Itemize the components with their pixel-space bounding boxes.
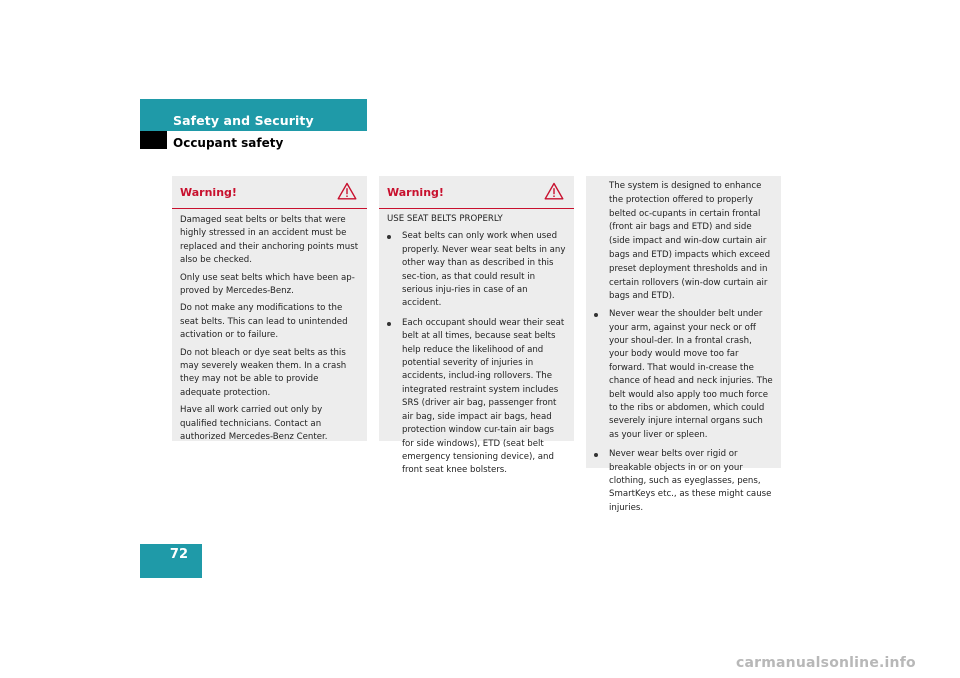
list-item — [379, 230, 566, 310]
bullet-text: Never wear the shoulder belt under your arm, against your neck or off your shoul-der. In a frontal crash, your body would move too far forward. That would in-crease the chance of head and neck injuries. The belt would also apply too much force to the ribs or abdomen, which could severely injure internal organs such as your liver or spleen. — [609, 309, 773, 440]
page-number: 72 — [169, 547, 188, 562]
warning-label: Warning! — [387, 186, 444, 199]
warning-paragraph: Have all work carried out only by qualified technicians. Contact an authorized Mercedes-Benz Center. — [180, 405, 328, 443]
list-item — [586, 308, 773, 442]
warning-panel-use-belts-properly — [379, 176, 574, 476]
watermark: carmanualsonline.info — [736, 655, 916, 671]
list-item — [586, 448, 773, 515]
warning-triangle-icon — [337, 182, 357, 200]
page-number-box — [140, 544, 202, 578]
warning-paragraph: Damaged seat belts or belts that were highly stressed in an accident must be replaced and their anchoring points must also be checked. — [180, 215, 359, 266]
bullet-icon — [594, 453, 598, 457]
continuation-panel — [586, 176, 781, 513]
warning-panel-damaged-belts — [172, 176, 367, 441]
bullet-icon — [387, 322, 391, 326]
section-title: Safety and Security — [173, 113, 314, 128]
continuation-bullet-list — [586, 308, 773, 515]
bullet-text: Seat belts can only work when used properly. Never wear seat belts in any other way than as described in this sec-tion, as that could result in serious inju-ries in case of an accident. — [402, 231, 566, 309]
subsection-title: Occupant safety — [173, 136, 284, 150]
warning-paragraph: Do not make any modifications to the seat belts. This can lead to unintended activation or to failure. — [180, 303, 348, 341]
warning-paragraph: Only use seat belts which have been ap-proved by Mercedes-Benz. — [180, 272, 355, 297]
warning-label: Warning! — [180, 186, 237, 199]
warning-bullet-list — [379, 230, 566, 477]
warning-heading: USE SEAT BELTS PROPERLY — [387, 214, 503, 224]
bullet-icon — [594, 313, 598, 317]
warning-header — [379, 176, 574, 209]
subsection-marker — [140, 131, 167, 149]
bullet-icon — [387, 235, 391, 239]
warning-triangle-icon — [544, 182, 564, 200]
list-item — [379, 317, 566, 478]
warning-header — [172, 176, 367, 209]
bullet-text: Each occupant should wear their seat belt at all times, because seat belts help reduce the likelihood of and potential severity of injuries in accidents, includ-ing rollovers. The integrated restraint system includes SRS (driver air bag, passenger front air bag, side impact air bags, head protection window cur-tain air bags for side windows), ETD (seat belt emergency tensioning device), and front seat knee bolsters. — [402, 317, 565, 476]
bullet-text: Never wear belts over rigid or breakable objects in or on your clothing, such as eyeglasses, pens, SmartKeys etc., as these might cause injuries. — [609, 449, 772, 513]
intro-paragraph: The system is designed to enhance the protection offered to properly belted oc-cupants in certain frontal (front air bags and ETD) and side (side impact and win-dow curtain air bags and ETD) impacts which exceed preset deployment thresholds and in certain rollovers (win-dow curtain air bags and ETD). — [609, 181, 771, 302]
warning-paragraph: Do not bleach or dye seat belts as this may severely weaken them. In a crash they may not be able to provide adequate protection. — [180, 347, 347, 398]
